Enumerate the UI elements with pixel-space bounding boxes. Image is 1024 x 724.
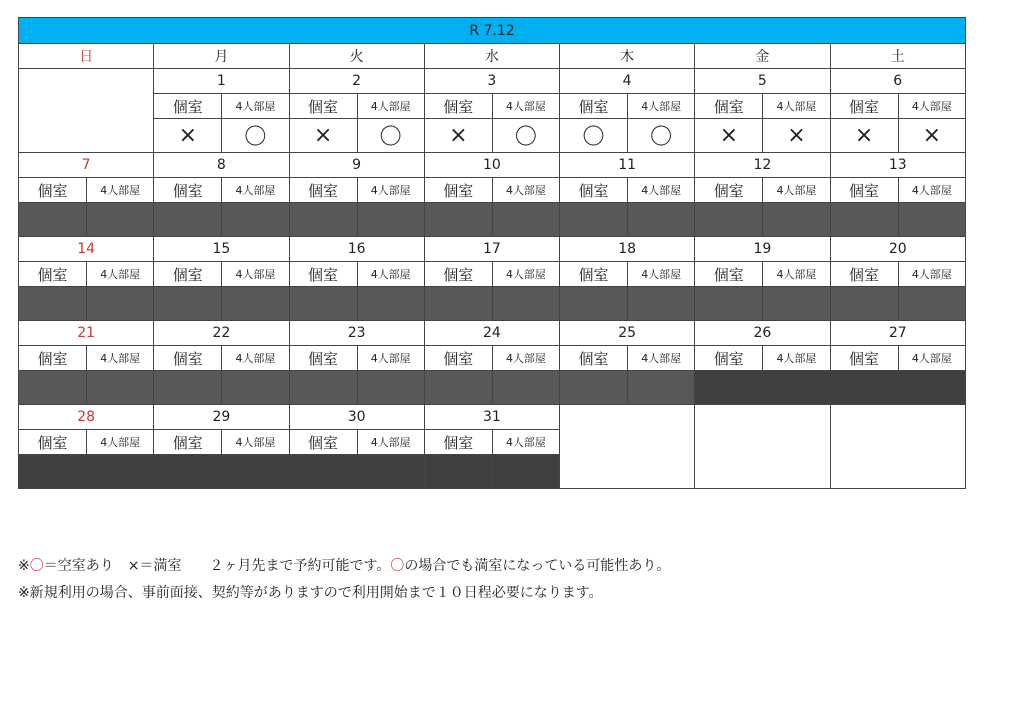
four-bed-room-status-unavailable (898, 287, 965, 321)
private-room-status: × (289, 119, 357, 153)
four-bed-room-label: 4人部屋 (222, 178, 289, 203)
private-room-label: 個室 (424, 430, 492, 455)
note-legend-text: ＝空室あり ×＝満室 ２ヶ月先まで予約可能です。 (43, 558, 391, 574)
four-bed-room-status-unavailable (763, 371, 830, 405)
private-room-label: 個室 (424, 262, 492, 287)
private-room-status-unavailable (19, 287, 87, 321)
four-bed-room-label: 4人部屋 (628, 178, 695, 203)
day-number: 5 (695, 69, 830, 94)
four-bed-room-label: 4人部屋 (763, 178, 830, 203)
four-bed-room-label: 4人部屋 (628, 262, 695, 287)
private-room-label: 個室 (289, 178, 357, 203)
day-number: 7 (19, 153, 154, 178)
weekday-header: 木 (560, 44, 695, 69)
four-bed-room-label: 4人部屋 (492, 178, 559, 203)
private-room-label: 個室 (289, 346, 357, 371)
four-bed-room-status: 〇 (357, 119, 424, 153)
day-number: 14 (19, 237, 154, 262)
four-bed-room-status: × (763, 119, 830, 153)
four-bed-room-label: 4人部屋 (357, 94, 424, 119)
four-bed-room-status: 〇 (492, 119, 559, 153)
four-bed-room-label: 4人部屋 (87, 430, 154, 455)
weekday-header: 日 (19, 44, 154, 69)
private-room-label: 個室 (560, 262, 628, 287)
private-room-status-unavailable (560, 371, 628, 405)
four-bed-room-label: 4人部屋 (222, 430, 289, 455)
private-room-status-unavailable (424, 455, 492, 489)
four-bed-room-label: 4人部屋 (87, 262, 154, 287)
private-room-label: 個室 (830, 94, 898, 119)
weekday-header: 火 (289, 44, 424, 69)
day-number: 30 (289, 405, 424, 430)
four-bed-room-label: 4人部屋 (763, 346, 830, 371)
four-bed-room-status-unavailable (763, 287, 830, 321)
private-room-status-unavailable (19, 455, 87, 489)
private-room-label: 個室 (695, 178, 763, 203)
four-bed-room-label: 4人部屋 (898, 262, 965, 287)
four-bed-room-status-unavailable (763, 203, 830, 237)
private-room-label: 個室 (154, 94, 222, 119)
four-bed-room-status-unavailable (87, 287, 154, 321)
note-line-1 (18, 553, 670, 580)
day-number: 27 (830, 321, 966, 346)
weekday-header: 土 (830, 44, 966, 69)
empty-day-cell (560, 405, 695, 489)
private-room-label: 個室 (695, 94, 763, 119)
empty-day-cell (695, 405, 830, 489)
day-number: 10 (424, 153, 559, 178)
private-room-status-unavailable (695, 371, 763, 405)
private-room-status-unavailable (154, 287, 222, 321)
four-bed-room-label: 4人部屋 (492, 346, 559, 371)
four-bed-room-label: 4人部屋 (357, 430, 424, 455)
four-bed-room-status-unavailable (357, 455, 424, 489)
day-number: 4 (560, 69, 695, 94)
four-bed-room-status-unavailable (222, 455, 289, 489)
four-bed-room-label: 4人部屋 (898, 346, 965, 371)
private-room-label: 個室 (19, 430, 87, 455)
private-room-status: × (154, 119, 222, 153)
private-room-status-unavailable (154, 203, 222, 237)
four-bed-room-label: 4人部屋 (492, 262, 559, 287)
empty-day-cell (19, 69, 154, 153)
private-room-label: 個室 (19, 262, 87, 287)
private-room-label: 個室 (154, 346, 222, 371)
four-bed-room-status-unavailable (898, 371, 965, 405)
private-room-label: 個室 (560, 94, 628, 119)
private-room-label: 個室 (289, 94, 357, 119)
four-bed-room-label: 4人部屋 (763, 262, 830, 287)
private-room-status-unavailable (830, 287, 898, 321)
day-number: 9 (289, 153, 424, 178)
private-room-label: 個室 (695, 262, 763, 287)
four-bed-room-label: 4人部屋 (357, 346, 424, 371)
private-room-status-unavailable (289, 455, 357, 489)
four-bed-room-label: 4人部屋 (222, 262, 289, 287)
day-number: 2 (289, 69, 424, 94)
four-bed-room-status: 〇 (628, 119, 695, 153)
four-bed-room-status-unavailable (87, 203, 154, 237)
private-room-status-unavailable (289, 203, 357, 237)
four-bed-room-label: 4人部屋 (898, 178, 965, 203)
day-number: 26 (695, 321, 830, 346)
four-bed-room-label: 4人部屋 (357, 262, 424, 287)
four-bed-room-label: 4人部屋 (87, 178, 154, 203)
four-bed-room-status-unavailable (357, 287, 424, 321)
private-room-status-unavailable (560, 203, 628, 237)
private-room-status-unavailable (424, 203, 492, 237)
four-bed-room-status-unavailable (222, 287, 289, 321)
four-bed-room-status: 〇 (222, 119, 289, 153)
private-room-status-unavailable (695, 287, 763, 321)
private-room-status-unavailable (154, 455, 222, 489)
four-bed-room-label: 4人部屋 (492, 94, 559, 119)
private-room-status: × (830, 119, 898, 153)
four-bed-room-status-unavailable (492, 287, 559, 321)
four-bed-room-label: 4人部屋 (628, 346, 695, 371)
vacant-circle-symbol-2: 〇 (390, 558, 405, 574)
day-number: 12 (695, 153, 830, 178)
day-number: 17 (424, 237, 559, 262)
day-number: 18 (560, 237, 695, 262)
four-bed-room-status-unavailable (357, 371, 424, 405)
day-number: 28 (19, 405, 154, 430)
day-number: 16 (289, 237, 424, 262)
private-room-status: 〇 (560, 119, 628, 153)
day-number: 22 (154, 321, 289, 346)
four-bed-room-label: 4人部屋 (222, 94, 289, 119)
private-room-status-unavailable (424, 287, 492, 321)
private-room-status-unavailable (560, 287, 628, 321)
four-bed-room-status-unavailable (87, 371, 154, 405)
day-number: 25 (560, 321, 695, 346)
four-bed-room-label: 4人部屋 (222, 346, 289, 371)
day-number: 11 (560, 153, 695, 178)
four-bed-room-status-unavailable (898, 203, 965, 237)
day-number: 23 (289, 321, 424, 346)
weekday-header: 水 (424, 44, 559, 69)
private-room-label: 個室 (19, 346, 87, 371)
four-bed-room-label: 4人部屋 (763, 94, 830, 119)
four-bed-room-status-unavailable (87, 455, 154, 489)
private-room-status-unavailable (830, 203, 898, 237)
four-bed-room-label: 4人部屋 (492, 430, 559, 455)
private-room-label: 個室 (154, 430, 222, 455)
private-room-label: 個室 (424, 178, 492, 203)
private-room-status-unavailable (289, 287, 357, 321)
private-room-status: × (695, 119, 763, 153)
vacant-circle-symbol: 〇 (29, 558, 44, 574)
private-room-label: 個室 (560, 346, 628, 371)
note-caution-text: の場合でも満室になっている可能性あり。 (404, 558, 671, 574)
notes (18, 553, 670, 607)
calendar-title: R 7.12 (19, 18, 966, 44)
private-room-label: 個室 (424, 94, 492, 119)
private-room-status-unavailable (289, 371, 357, 405)
private-room-status-unavailable (154, 371, 222, 405)
four-bed-room-status-unavailable (628, 203, 695, 237)
private-room-label: 個室 (154, 178, 222, 203)
private-room-label: 個室 (19, 178, 87, 203)
weekday-header: 金 (695, 44, 830, 69)
private-room-label: 個室 (830, 346, 898, 371)
private-room-label: 個室 (289, 430, 357, 455)
day-number: 6 (830, 69, 966, 94)
four-bed-room-status-unavailable (357, 203, 424, 237)
calendar-table (18, 17, 966, 489)
private-room-status-unavailable (424, 371, 492, 405)
day-number: 21 (19, 321, 154, 346)
note-prefix: ※ (18, 558, 30, 574)
day-number: 29 (154, 405, 289, 430)
four-bed-room-label: 4人部屋 (628, 94, 695, 119)
four-bed-room-label: 4人部屋 (357, 178, 424, 203)
private-room-status-unavailable (19, 371, 87, 405)
day-number: 8 (154, 153, 289, 178)
empty-day-cell (830, 405, 966, 489)
four-bed-room-status: × (898, 119, 965, 153)
private-room-status-unavailable (830, 371, 898, 405)
four-bed-room-label: 4人部屋 (898, 94, 965, 119)
note-line-2: ※新規利用の場合、事前面接、契約等がありますので利用開始まで１０日程必要になります。 (18, 585, 603, 601)
private-room-status-unavailable (19, 203, 87, 237)
day-number: 24 (424, 321, 559, 346)
private-room-label: 個室 (560, 178, 628, 203)
four-bed-room-status-unavailable (628, 287, 695, 321)
four-bed-room-status-unavailable (492, 455, 559, 489)
private-room-label: 個室 (424, 346, 492, 371)
day-number: 1 (154, 69, 289, 94)
private-room-status-unavailable (695, 203, 763, 237)
four-bed-room-status-unavailable (222, 371, 289, 405)
private-room-label: 個室 (830, 262, 898, 287)
weekday-header: 月 (154, 44, 289, 69)
private-room-label: 個室 (154, 262, 222, 287)
four-bed-room-status-unavailable (492, 203, 559, 237)
four-bed-room-status-unavailable (492, 371, 559, 405)
day-number: 20 (830, 237, 966, 262)
private-room-label: 個室 (289, 262, 357, 287)
day-number: 15 (154, 237, 289, 262)
day-number: 19 (695, 237, 830, 262)
private-room-label: 個室 (695, 346, 763, 371)
private-room-status: × (424, 119, 492, 153)
four-bed-room-label: 4人部屋 (87, 346, 154, 371)
four-bed-room-status-unavailable (628, 371, 695, 405)
four-bed-room-status-unavailable (222, 203, 289, 237)
private-room-label: 個室 (830, 178, 898, 203)
day-number: 13 (830, 153, 966, 178)
day-number: 31 (424, 405, 559, 430)
day-number: 3 (424, 69, 559, 94)
